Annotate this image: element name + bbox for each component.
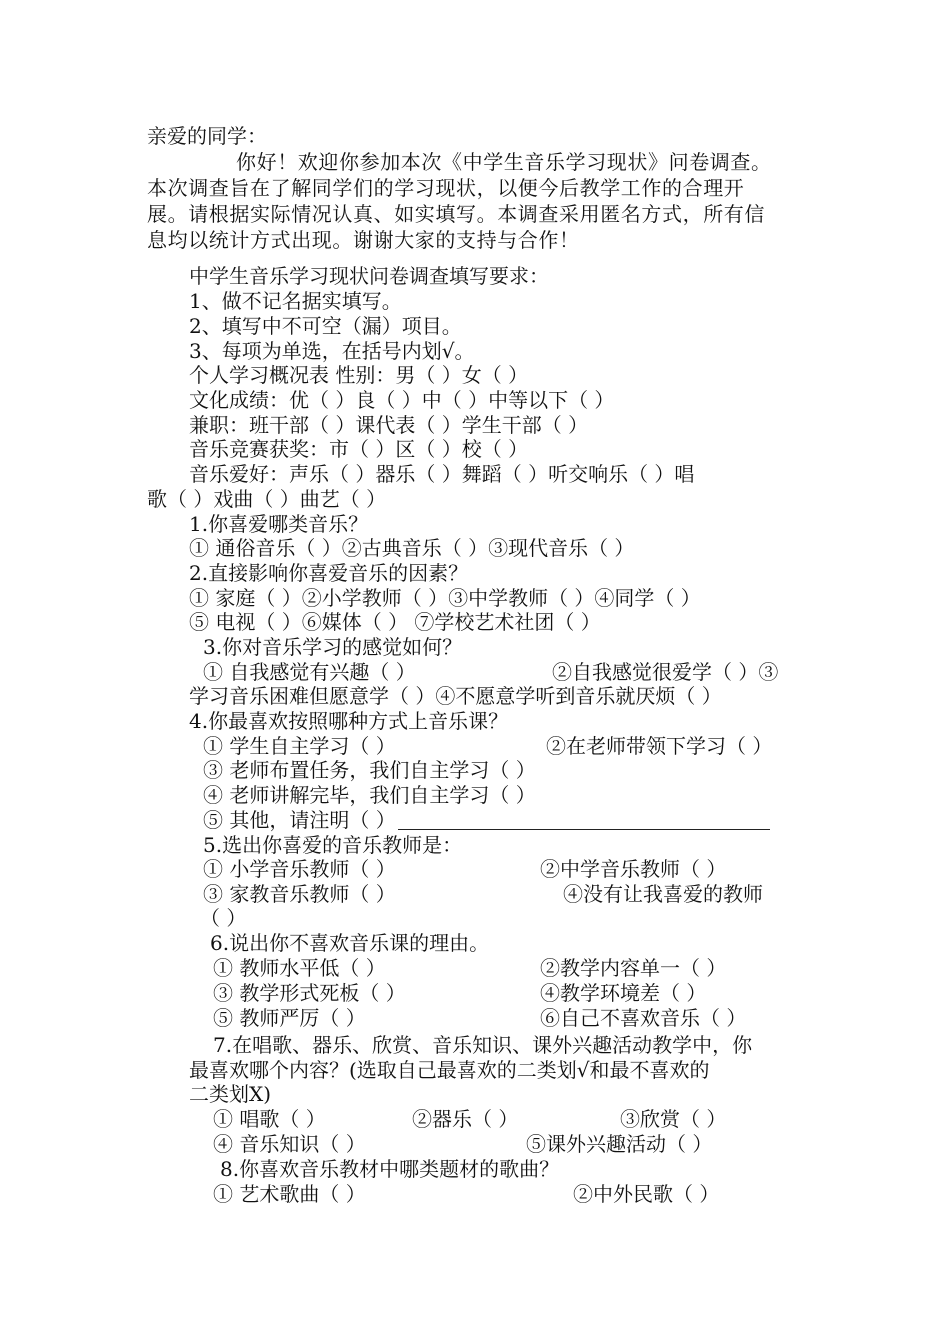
intro-line: 展。请根据实际情况认真、如实填写。本调查采用匿名方式，所有信 xyxy=(147,202,765,226)
question-5-option: ① 小学音乐教师（ ） xyxy=(203,857,396,881)
question-2-options: ⑤ 电视（ ）⑥媒体（ ） ⑦学校艺术社团（ ） xyxy=(189,610,601,634)
intro-line: 息均以统计方式出现。谢谢大家的支持与合作！ xyxy=(147,228,580,252)
question-8: 8.你喜欢音乐教材中哪类题材的歌曲？ xyxy=(220,1157,560,1181)
profile-hobby-cont: 歌（ ）戏曲（ ）曲艺（ ） xyxy=(147,487,387,511)
profile-gender: 个人学习概况表 性别：男（ ）女（ ） xyxy=(189,363,529,387)
question-4-option: ③ 老师布置任务，我们自主学习（ ） xyxy=(203,758,536,782)
question-8-option: ②中外民歌（ ） xyxy=(573,1182,720,1206)
fill-in-line xyxy=(398,829,770,830)
question-5: 5.选出你喜爱的音乐教师是： xyxy=(203,833,463,857)
question-6-option: ③ 教学形式死板（ ） xyxy=(213,981,406,1005)
question-7: 7.在唱歌、器乐、欣赏、音乐知识、课外兴趣活动教学中，你 xyxy=(213,1033,753,1057)
question-7-cont: 最喜欢哪个内容？(选取自己最喜欢的二类划√和最不喜欢的 xyxy=(189,1058,710,1082)
question-3-options: 学习音乐困难但愿意学（ ）④不愿意学听到音乐就厌烦（ ） xyxy=(189,684,722,708)
question-7-cont: 二类划X) xyxy=(189,1082,272,1106)
question-4-option: ④ 老师讲解完毕，我们自主学习（ ） xyxy=(203,783,536,807)
question-6-option: ④教学环境差（ ） xyxy=(540,981,707,1005)
question-4: 4.你最喜欢按照哪种方式上音乐课？ xyxy=(189,709,509,733)
question-4-option: ②在老师带领下学习（ ） xyxy=(546,734,773,758)
intro-line: 你好！欢迎你参加本次《中学生音乐学习现状》问卷调查。 xyxy=(236,150,772,174)
question-1-options: ① 通俗音乐（ ）②古典音乐（ ）③现代音乐（ ） xyxy=(189,536,635,560)
question-6-option: ① 教师水平低（ ） xyxy=(213,956,386,980)
question-5-option: ③ 家教音乐教师（ ） xyxy=(203,882,396,906)
question-6-option: ⑤ 教师严厉（ ） xyxy=(213,1006,366,1030)
question-7-option: ① 唱歌（ ） xyxy=(213,1107,326,1131)
question-5-option-cont: （ ） xyxy=(200,906,247,930)
question-3-option: ① 自我感觉有兴趣（ ） xyxy=(203,660,416,684)
requirement-item: 1、做不记名据实填写。 xyxy=(189,289,402,313)
question-7-option: ④ 音乐知识（ ） xyxy=(213,1132,366,1156)
question-5-option: ④没有让我喜爱的教师 xyxy=(563,882,763,906)
question-2: 2.直接影响你喜爱音乐的因素？ xyxy=(189,561,469,585)
question-5-option: ②中学音乐教师（ ） xyxy=(540,857,727,881)
question-6: 6.说出你不喜欢音乐课的理由。 xyxy=(210,931,490,955)
question-1: 1.你喜爱哪类音乐？ xyxy=(189,512,369,536)
intro-line: 本次调查旨在了解同学们的学习现状，以便今后教学工作的合理开 xyxy=(147,176,745,200)
profile-hobby: 音乐爱好：声乐（ ）器乐（ ）舞蹈（ ）听交响乐（ ）唱 xyxy=(189,462,695,486)
question-8-option: ① 艺术歌曲（ ） xyxy=(213,1182,366,1206)
question-6-option: ⑥自己不喜欢音乐（ ） xyxy=(540,1006,747,1030)
question-6-option: ②教学内容单一（ ） xyxy=(540,956,727,980)
requirement-item: 3、每项为单选，在括号内划√。 xyxy=(189,339,475,363)
question-4-option: ① 学生自主学习（ ） xyxy=(203,734,396,758)
profile-grades: 文化成绩：优（ ）良（ ）中（ ）中等以下（ ） xyxy=(189,388,615,412)
profile-awards: 音乐竞赛获奖：市（ ）区（ ）校（ ） xyxy=(189,437,529,461)
question-7-option: ②器乐（ ） xyxy=(412,1107,519,1131)
question-4-option: ⑤ 其他，请注明（ ） xyxy=(203,808,396,832)
question-3-option: ②自我感觉很爱学（ ）③ xyxy=(552,660,779,684)
question-7-option: ③欣赏（ ） xyxy=(620,1107,727,1131)
requirements-title: 中学生音乐学习现状问卷调查填写要求： xyxy=(189,264,549,288)
question-3: 3.你对音乐学习的感觉如何？ xyxy=(203,635,463,659)
profile-position: 兼职：班干部（ ）课代表（ ）学生干部（ ） xyxy=(189,413,589,437)
question-7-option: ⑤课外兴趣活动（ ） xyxy=(526,1132,713,1156)
question-2-options: ① 家庭（ ）②小学教师（ ）③中学教师（ ）④同学（ ） xyxy=(189,586,701,610)
greeting: 亲爱的同学： xyxy=(147,124,267,148)
requirement-item: 2、填写中不可空（漏）项目。 xyxy=(189,314,462,338)
